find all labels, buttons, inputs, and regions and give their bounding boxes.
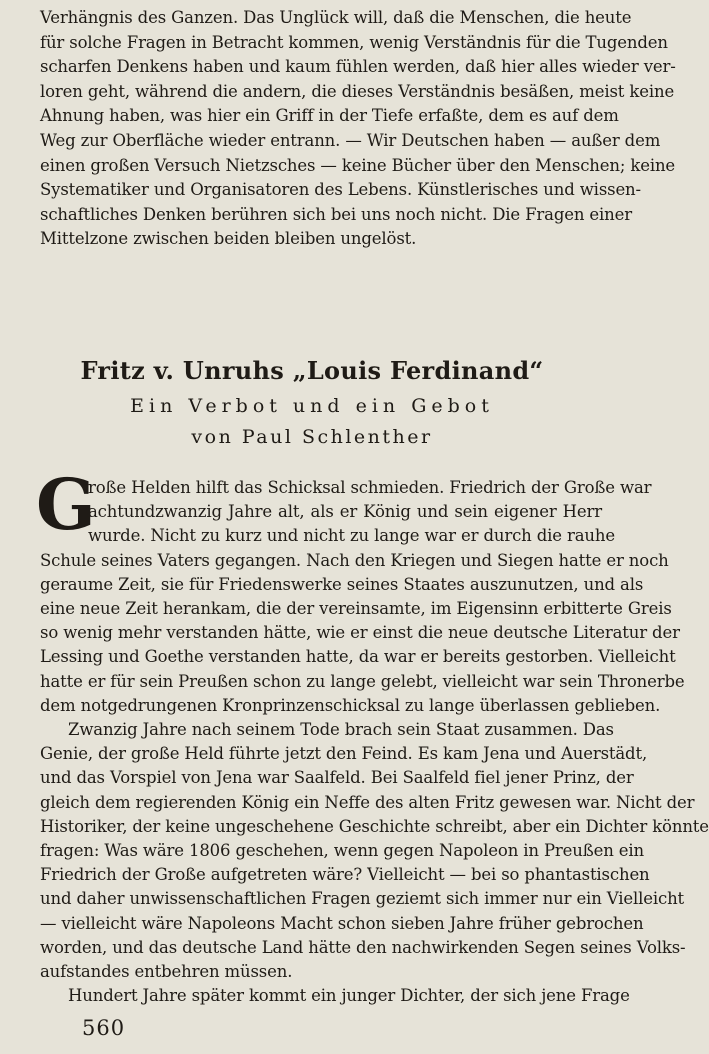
- text-line: Lessing und Goethe verstanden hatte, da war er bereits gestorben. Vielleicht: [40, 647, 676, 667]
- text-line: gleich dem regierenden König ein Neffe des alten Fritz gewesen war. Nicht der: [40, 792, 695, 812]
- text-line: Zwanzig Jahre nach seinem Tode brach sein Staat zusammen. Das: [68, 720, 614, 740]
- article-title: Fritz v. Unruhs „Louis Ferdinand“: [80, 356, 544, 385]
- text-line: für solche Fragen in Betracht kommen, wenig Verständnis für die Tugenden: [40, 32, 668, 52]
- article-body: [36, 463, 709, 1008]
- text-line: Verhängnis des Ganzen. Das Unglück will, daß die Menschen, die heute: [40, 8, 632, 27]
- text-line: und das Vorspiel von Jena war Saalfeld. Bei Saalfeld fiel jener Prinz, der: [40, 768, 634, 788]
- article-subtitle: Ein Verbot und ein Gebot: [130, 395, 494, 417]
- text-line: so wenig mehr verstanden hätte, wie er einst die neue deutsche Literatur der: [40, 623, 680, 643]
- text-line: Weg zur Oberfläche wieder entrann. — Wir Deutschen haben — außer dem: [40, 130, 661, 150]
- paragraph-3: [40, 984, 630, 1008]
- text-line: Historiker, der keine ungeschehene Geschichte schreibt, aber ein Dichter könnte: [40, 816, 709, 836]
- text-line: aufstandes entbehren müssen.: [40, 962, 293, 982]
- text-line: Hundert Jahre später kommt ein junger Dichter, der sich jene Frage: [68, 986, 630, 1006]
- previous-article-ending: [40, 6, 676, 252]
- article-heading: [0, 354, 624, 452]
- text-line: Mittelzone zwischen beiden bleiben ungelöst.: [40, 229, 417, 249]
- text-line: dem notgedrungenen Kronprinzenschicksal zu lange überlassen geblieben.: [40, 695, 661, 715]
- page-number: 560: [82, 1016, 126, 1040]
- text-line: fragen: Was wäre 1806 geschehen, wenn gegen Napoleon in Preußen ein: [40, 841, 645, 861]
- text-line: Schule seines Vaters gegangen. Nach den Kriegen und Siegen hatte er noch: [40, 550, 669, 570]
- text-line: wurde. Nicht zu kurz und nicht zu lange war er durch die rauhe: [88, 526, 615, 546]
- text-line: hatte er für sein Preußen schon zu lange gelebt, vielleicht war sein Thronerbe: [40, 671, 685, 691]
- text-line: achtundzwanzig Jahre alt, als er König und sein eigener Herr: [88, 502, 602, 522]
- text-line: einen großen Versuch Nietzsches — keine Bücher über den Menschen; keine: [40, 155, 676, 175]
- text-line: und daher unwissenschaftlichen Fragen geziemt sich immer nur ein Vielleicht: [40, 889, 685, 909]
- text-line: — vielleicht wäre Napoleons Macht schon sieben Jahre früher gebrochen: [40, 913, 644, 933]
- text-line: roße Helden hilft das Schicksal schmieden. Friedrich der Große war: [88, 478, 652, 497]
- text-line: Friedrich der Große aufgetreten wäre? Vielleicht — bei so phantastischen: [40, 865, 650, 885]
- paragraph-1: [36, 463, 685, 718]
- text-line: Systematiker und Organisatoren des Lebens. Künstlerisches und wissen-: [40, 180, 641, 200]
- text-line: eine neue Zeit herankam, die der vereinsamte, im Eigensinn erbitterte Greis: [40, 599, 672, 619]
- text-line: loren geht, während die andern, die dieses Verständnis besäßen, meist keine: [40, 81, 675, 101]
- drop-cap: G: [36, 463, 96, 546]
- article-byline: von Paul Schlenther: [191, 426, 433, 448]
- text-line: Ahnung haben, was hier ein Griff in der Tiefe erfaßte, dem es auf dem: [40, 106, 619, 126]
- text-line: Genie, der große Held führte jetzt den Feind. Es kam Jena und Auerstädt,: [40, 744, 648, 764]
- text-line: worden, und das deutsche Land hätte den nachwirkenden Segen seines Volks-: [40, 937, 686, 957]
- text-line: geraume Zeit, sie für Friedenswerke seines Staates auszunutzen, und als: [40, 574, 644, 594]
- text-line: schaftliches Denken berühren sich bei uns noch nicht. Die Fragen einer: [40, 204, 633, 224]
- text-line: scharfen Denkens haben und kaum fühlen werden, daß hier alles wieder ver-: [40, 57, 676, 77]
- paragraph-2: [40, 718, 709, 984]
